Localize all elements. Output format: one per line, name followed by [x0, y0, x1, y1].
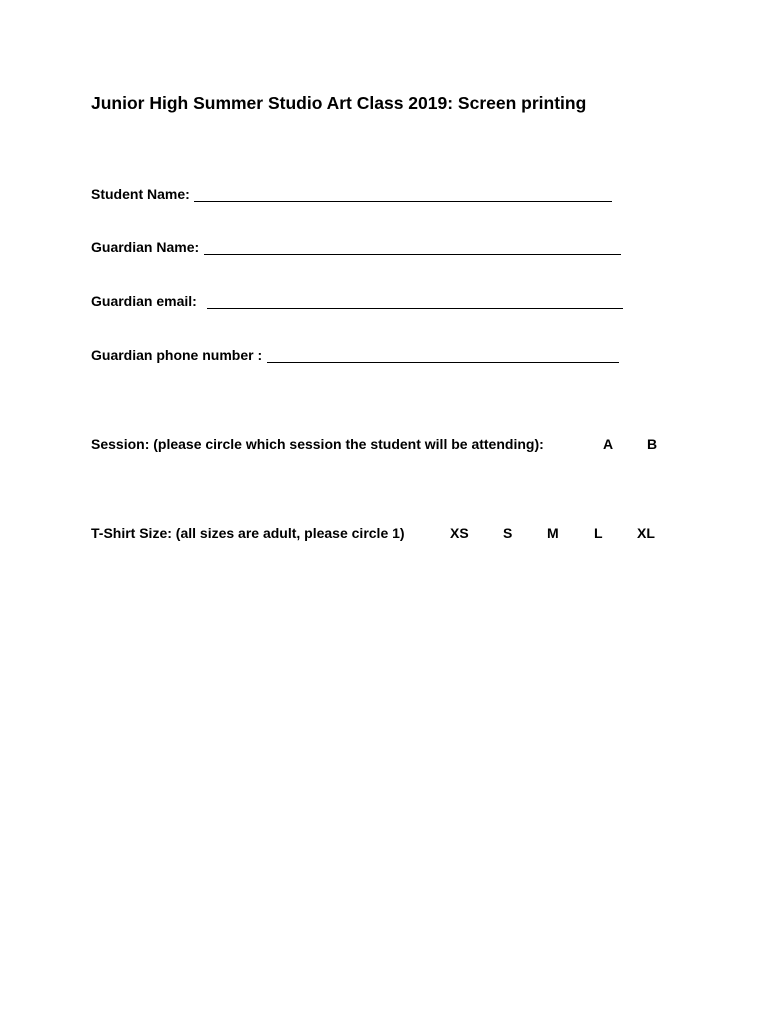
- guardian-email-blank-line[interactable]: [207, 298, 623, 309]
- guardian-name-blank-line[interactable]: [204, 244, 621, 255]
- guardian-email-label: Guardian email:: [91, 293, 197, 309]
- guardian-phone-label: Guardian phone number :: [91, 347, 263, 363]
- session-option-a[interactable]: A: [603, 436, 614, 452]
- guardian-email-field: [91, 293, 623, 309]
- tshirt-option-m[interactable]: M: [547, 525, 559, 541]
- guardian-name-label: Guardian Name:: [91, 239, 200, 255]
- tshirt-size-label: T-Shirt Size: (all sizes are adult, please circle 1): [91, 525, 405, 541]
- form-title: Junior High Summer Studio Art Class 2019: Screen printing: [91, 93, 587, 113]
- guardian-name-field: [91, 239, 621, 255]
- tshirt-option-xs[interactable]: XS: [450, 525, 469, 541]
- guardian-phone-field: [91, 347, 619, 363]
- student-name-field: [91, 186, 612, 202]
- tshirt-option-xl[interactable]: XL: [637, 525, 655, 541]
- student-name-label: Student Name:: [91, 186, 190, 202]
- student-name-blank-line[interactable]: [194, 191, 612, 202]
- tshirt-option-s[interactable]: S: [503, 525, 513, 541]
- tshirt-option-l[interactable]: L: [594, 525, 603, 541]
- session-label: Session: (please circle which session the student will be attending):: [91, 436, 544, 452]
- session-option-b[interactable]: B: [647, 436, 658, 452]
- guardian-phone-blank-line[interactable]: [267, 352, 619, 363]
